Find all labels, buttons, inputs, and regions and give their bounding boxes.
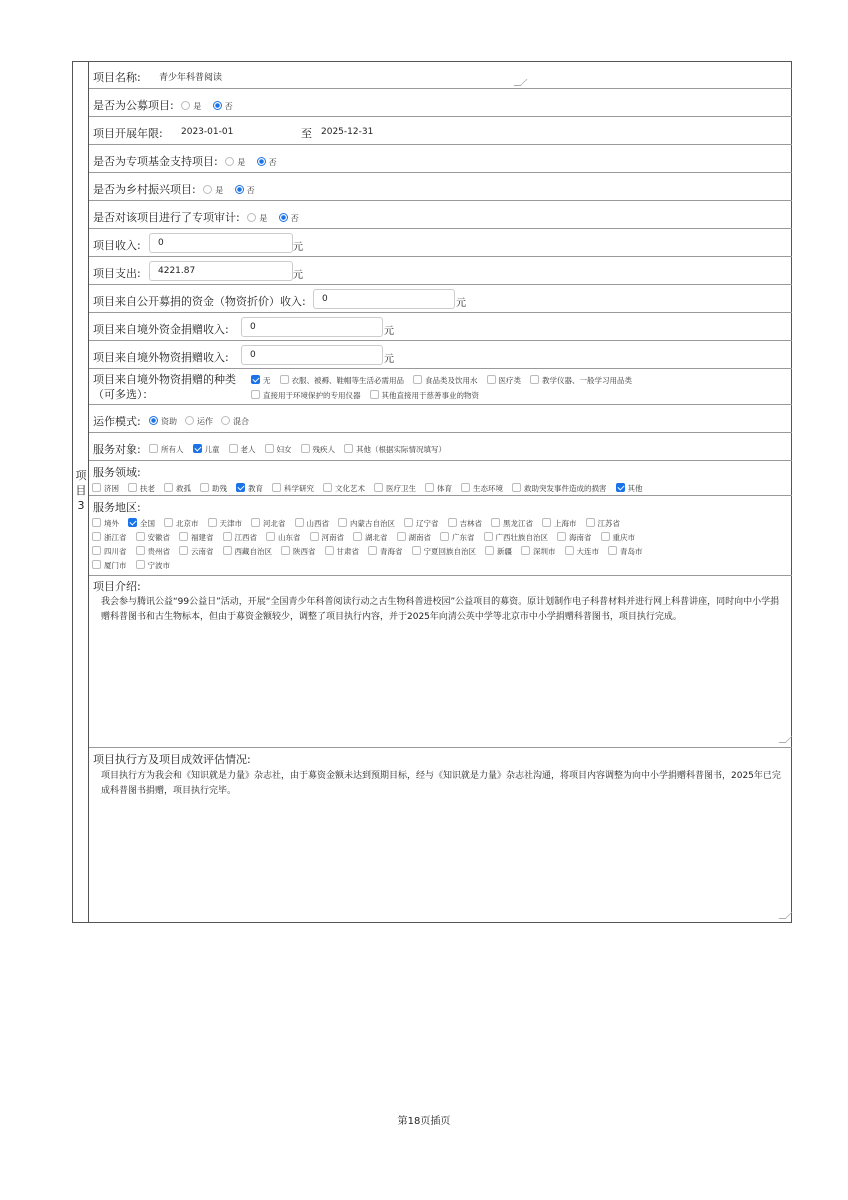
checkbox[interactable] xyxy=(461,483,470,492)
radio[interactable] xyxy=(221,416,230,425)
checkbox-label: 医疗卫生 xyxy=(386,484,416,493)
row-special-fund xyxy=(89,145,792,173)
targets-label: 服务对象: xyxy=(93,443,141,456)
goods-type-options-1 xyxy=(245,373,635,386)
checkbox-label: 文化艺术 xyxy=(335,484,365,493)
checkbox[interactable] xyxy=(586,518,595,527)
checkbox-label: 助残 xyxy=(212,484,227,493)
checkbox[interactable] xyxy=(179,532,188,541)
checkbox-label: 甘肃省 xyxy=(336,547,359,556)
checkbox[interactable] xyxy=(251,390,260,399)
row-evaluation xyxy=(89,748,792,923)
radio-yes[interactable] xyxy=(225,157,234,166)
checkbox-label: 厦门市 xyxy=(104,561,127,570)
checkbox[interactable] xyxy=(491,518,500,527)
checkbox-label: 体育 xyxy=(437,484,452,493)
checkbox-label: 无 xyxy=(263,376,271,385)
checkbox[interactable] xyxy=(128,483,137,492)
checkbox[interactable] xyxy=(92,532,101,541)
checkbox-label: 青岛市 xyxy=(620,547,643,556)
checkbox-label: 黑龙江省 xyxy=(503,519,533,528)
checkbox[interactable] xyxy=(484,532,493,541)
checkbox[interactable] xyxy=(487,375,496,384)
checkbox[interactable] xyxy=(374,483,383,492)
checkbox-label: 境外 xyxy=(104,519,119,528)
checkbox[interactable] xyxy=(149,444,158,453)
checkbox[interactable] xyxy=(310,532,319,541)
foreign-fund-label: 项目来自境外资金捐赠收入: xyxy=(93,323,229,336)
income-unit: 元 xyxy=(293,242,303,253)
checkbox-label: 食品类及饮用水 xyxy=(425,376,478,385)
checkbox[interactable] xyxy=(136,532,145,541)
page-footer: 第18页插页 xyxy=(397,1116,451,1127)
checkbox-label: 教学仪器、一般学习用品类 xyxy=(542,376,632,385)
checkbox-label: 儿童 xyxy=(204,445,220,454)
checkbox-label: 其他直接用于慈善事业的物资 xyxy=(381,391,479,400)
row-regions xyxy=(89,496,792,576)
period-to: 至 xyxy=(301,127,312,140)
checkbox-label: 江西省 xyxy=(234,533,257,542)
checkbox[interactable] xyxy=(404,518,413,527)
public-income-input[interactable]: 0 xyxy=(313,289,455,309)
goods-type-options-2 xyxy=(245,388,482,401)
checkbox[interactable] xyxy=(128,518,137,527)
public-income-label: 项目来自公开募捐的资金（物资折价）收入: xyxy=(93,295,306,308)
checkbox-label: 新疆 xyxy=(497,547,512,556)
public-income-unit: 元 xyxy=(456,298,466,309)
checkbox-label: 科学研究 xyxy=(284,484,314,493)
radio-yes[interactable] xyxy=(247,213,256,222)
checkbox-label: 救助突发事件造成的损害 xyxy=(524,484,607,493)
checkbox-label: 上海市 xyxy=(554,519,577,528)
audit-label: 是否对该项目进行了专项审计: 是 否 xyxy=(93,211,299,224)
checkbox-label: 其他（根据实际情况填写） xyxy=(356,445,446,454)
radio-label: 混合 xyxy=(233,417,249,426)
checkbox[interactable] xyxy=(565,546,574,555)
foreign-goods-input[interactable]: 0 xyxy=(241,345,383,365)
checkbox[interactable] xyxy=(92,483,101,492)
checkbox-label: 救孤 xyxy=(176,484,191,493)
checkbox[interactable] xyxy=(530,375,539,384)
period-label: 项目开展年限: xyxy=(93,127,163,140)
checkbox-label: 广西壮族自治区 xyxy=(495,533,548,542)
checkbox[interactable] xyxy=(193,444,202,453)
radio-yes[interactable] xyxy=(181,101,190,110)
checkbox[interactable] xyxy=(208,518,217,527)
checkbox[interactable] xyxy=(601,532,610,541)
resize-handle-icon[interactable] xyxy=(779,736,793,743)
regions-row-4 xyxy=(86,558,173,571)
checkbox[interactable] xyxy=(92,560,101,569)
checkbox[interactable] xyxy=(223,546,232,555)
income-input[interactable]: 0 xyxy=(149,233,293,253)
checkbox[interactable] xyxy=(272,483,281,492)
checkbox-label: 全国 xyxy=(140,519,155,528)
checkbox[interactable] xyxy=(325,546,334,555)
project-name-value[interactable]: 青少年科普阅读 xyxy=(159,73,223,83)
row-public-fundraising xyxy=(89,89,792,117)
checkbox[interactable] xyxy=(223,532,232,541)
checkbox-label: 江苏省 xyxy=(597,519,620,528)
checkbox[interactable] xyxy=(338,518,347,527)
checkbox[interactable] xyxy=(323,483,332,492)
resize-handle-icon[interactable] xyxy=(514,79,528,86)
row-public-income xyxy=(89,285,792,313)
checkbox[interactable] xyxy=(280,375,289,384)
checkbox[interactable] xyxy=(92,546,101,555)
radio-no[interactable] xyxy=(257,157,266,166)
checkbox-label: 扶老 xyxy=(140,484,155,493)
goods-type-label-2: （可多选）： xyxy=(93,388,154,401)
checkbox[interactable] xyxy=(136,546,145,555)
checkbox[interactable] xyxy=(236,483,245,492)
checkbox-label: 重庆市 xyxy=(612,533,635,542)
checkbox-label: 衣服、被褥、鞋帽等生活必需用品 xyxy=(291,376,404,385)
public-fundraising-label: 是否为公募项目: 是 否 xyxy=(93,99,233,112)
checkbox-label: 福建省 xyxy=(191,533,214,542)
checkbox-label: 生态环境 xyxy=(473,484,503,493)
checkbox-label: 安徽省 xyxy=(147,533,170,542)
checkbox[interactable] xyxy=(368,546,377,555)
checkbox[interactable] xyxy=(265,444,274,453)
checkbox[interactable] xyxy=(557,532,566,541)
checkbox-label: 河南省 xyxy=(321,533,344,542)
radio[interactable] xyxy=(185,416,194,425)
checkbox-label: 山西省 xyxy=(306,519,329,528)
checkbox-label: 北京市 xyxy=(176,519,199,528)
row-targets xyxy=(89,433,792,461)
checkbox-label: 大连市 xyxy=(576,547,599,556)
fields-options xyxy=(86,481,646,494)
checkbox-label: 广东省 xyxy=(452,533,475,542)
checkbox[interactable] xyxy=(521,546,530,555)
checkbox-label: 河北省 xyxy=(263,519,286,528)
row-fields xyxy=(89,461,792,496)
checkbox[interactable] xyxy=(301,444,310,453)
checkbox[interactable] xyxy=(616,483,625,492)
expense-input[interactable]: 4221.87 xyxy=(149,261,293,281)
evaluation-label: 项目执行方及项目成效评估情况: xyxy=(93,753,251,766)
checkbox-label: 贵州省 xyxy=(147,547,170,556)
row-mode xyxy=(89,405,792,433)
mode-label: 运作模式: xyxy=(93,415,141,428)
checkbox-label: 湖北省 xyxy=(365,533,388,542)
checkbox[interactable] xyxy=(164,483,173,492)
regions-row-3 xyxy=(86,544,646,557)
row-goods-type xyxy=(89,369,792,405)
period-start[interactable]: 2023-01-01 xyxy=(181,127,234,137)
checkbox[interactable] xyxy=(136,560,145,569)
checkbox[interactable] xyxy=(413,375,422,384)
foreign-fund-input[interactable]: 0 xyxy=(241,317,383,337)
checkbox[interactable] xyxy=(370,390,379,399)
checkbox-label: 云南省 xyxy=(191,547,214,556)
radio-no[interactable] xyxy=(213,101,222,110)
checkbox[interactable] xyxy=(512,483,521,492)
rural-label: 是否为乡村振兴项目: 是 否 xyxy=(93,183,255,196)
intro-label: 项目介绍: xyxy=(93,580,141,593)
checkbox-label: 四川省 xyxy=(104,547,127,556)
side-label: 项目3 xyxy=(75,469,87,512)
checkbox-label: 西藏自治区 xyxy=(234,547,272,556)
row-period xyxy=(89,117,792,145)
radio-label: 资助 xyxy=(161,417,177,426)
checkbox-label: 教育 xyxy=(248,484,263,493)
foreign-fund-unit: 元 xyxy=(384,326,394,337)
checkbox[interactable] xyxy=(200,483,209,492)
row-project-name xyxy=(89,61,792,89)
checkbox[interactable] xyxy=(344,444,353,453)
checkbox[interactable] xyxy=(251,375,260,384)
regions-row-1 xyxy=(86,516,623,529)
income-label: 项目收入: xyxy=(93,239,141,252)
checkbox[interactable] xyxy=(295,518,304,527)
foreign-goods-label: 项目来自境外物资捐赠收入: xyxy=(93,351,229,364)
checkbox-label: 天津市 xyxy=(219,519,242,528)
radio-label: 运作 xyxy=(197,417,213,426)
row-audit xyxy=(89,201,792,229)
row-foreign-goods xyxy=(89,341,792,369)
checkbox-label: 其他 xyxy=(627,484,643,493)
expense-unit: 元 xyxy=(293,270,303,281)
checkbox-label: 宁夏回族自治区 xyxy=(423,547,476,556)
regions-row-2 xyxy=(86,530,638,543)
row-income xyxy=(89,229,792,257)
checkbox[interactable] xyxy=(92,518,101,527)
checkbox[interactable] xyxy=(448,518,457,527)
checkbox-label: 内蒙古自治区 xyxy=(350,519,395,528)
checkbox-label: 医疗类 xyxy=(498,376,521,385)
checkbox[interactable] xyxy=(542,518,551,527)
checkbox-label: 陕西省 xyxy=(293,547,316,556)
checkbox[interactable] xyxy=(266,532,275,541)
row-rural xyxy=(89,173,792,201)
targets-options xyxy=(143,442,449,455)
period-end[interactable]: 2025-12-31 xyxy=(321,127,374,137)
checkbox-label: 妇女 xyxy=(276,445,292,454)
radio-no[interactable] xyxy=(279,213,288,222)
checkbox-label: 辽宁省 xyxy=(416,519,439,528)
checkbox[interactable] xyxy=(440,532,449,541)
mode-options xyxy=(145,414,253,427)
checkbox-label: 山东省 xyxy=(278,533,301,542)
fields-label: 服务领域: xyxy=(93,466,141,479)
row-expense xyxy=(89,257,792,285)
foreign-goods-unit: 元 xyxy=(384,354,394,365)
checkbox-label: 残疾人 xyxy=(312,445,335,454)
checkbox[interactable] xyxy=(397,532,406,541)
checkbox[interactable] xyxy=(412,546,421,555)
radio-no[interactable] xyxy=(235,185,244,194)
checkbox-label: 吉林省 xyxy=(459,519,482,528)
intro-text[interactable]: 我会参与腾讯公益“99公益日”活动，开展“全国青少年科普阅读行动之古生物科普进校园”公益项目的募资。原计划制作电子科普材料并进行网上科普讲座，同时向中小学捐赠科普图书和古生物标本，但由于募资金额较少，调整了项目执行内容，并于2025年向清公英中学等北京市中小学捐赠科普图书，项目执行完成。 xyxy=(101,597,780,622)
radio[interactable] xyxy=(149,416,158,425)
checkbox-label: 青海省 xyxy=(380,547,403,556)
project-name-label: 项目名称: xyxy=(93,71,141,84)
checkbox-label: 所有人 xyxy=(161,445,184,454)
checkbox[interactable] xyxy=(164,518,173,527)
radio-yes[interactable] xyxy=(203,185,212,194)
checkbox-label: 湖南省 xyxy=(408,533,431,542)
checkbox[interactable] xyxy=(425,483,434,492)
checkbox-label: 老人 xyxy=(240,445,256,454)
resize-handle-icon[interactable] xyxy=(779,912,793,919)
goods-type-label: 项目来自境外物资捐赠的种类 xyxy=(93,373,236,386)
checkbox[interactable] xyxy=(229,444,238,453)
checkbox-label: 直接用于环境保护的专用仪器 xyxy=(263,391,361,400)
checkbox[interactable] xyxy=(608,546,617,555)
expense-label: 项目支出: xyxy=(93,267,141,280)
checkbox[interactable] xyxy=(179,546,188,555)
evaluation-text[interactable]: 项目执行方为我会和《知识就是力量》杂志社，由于募资金额未达到预期目标，经与《知识就是力量》杂志社沟通，将项目内容调整为向中小学捐赠科普图书，2025年已完成科普图书捐赠，项目执行完毕。 xyxy=(101,771,781,796)
checkbox[interactable] xyxy=(281,546,290,555)
checkbox[interactable] xyxy=(485,546,494,555)
checkbox-label: 深圳市 xyxy=(533,547,556,556)
row-intro xyxy=(89,576,792,748)
checkbox-label: 浙江省 xyxy=(104,533,127,542)
special-fund-label: 是否为专项基金支持项目: 是 否 xyxy=(93,155,277,168)
row-foreign-fund xyxy=(89,313,792,341)
checkbox-label: 济困 xyxy=(104,484,119,493)
checkbox[interactable] xyxy=(251,518,260,527)
checkbox[interactable] xyxy=(353,532,362,541)
regions-label: 服务地区: xyxy=(93,501,141,514)
checkbox-label: 宁波市 xyxy=(147,561,170,570)
checkbox-label: 海南省 xyxy=(569,533,592,542)
